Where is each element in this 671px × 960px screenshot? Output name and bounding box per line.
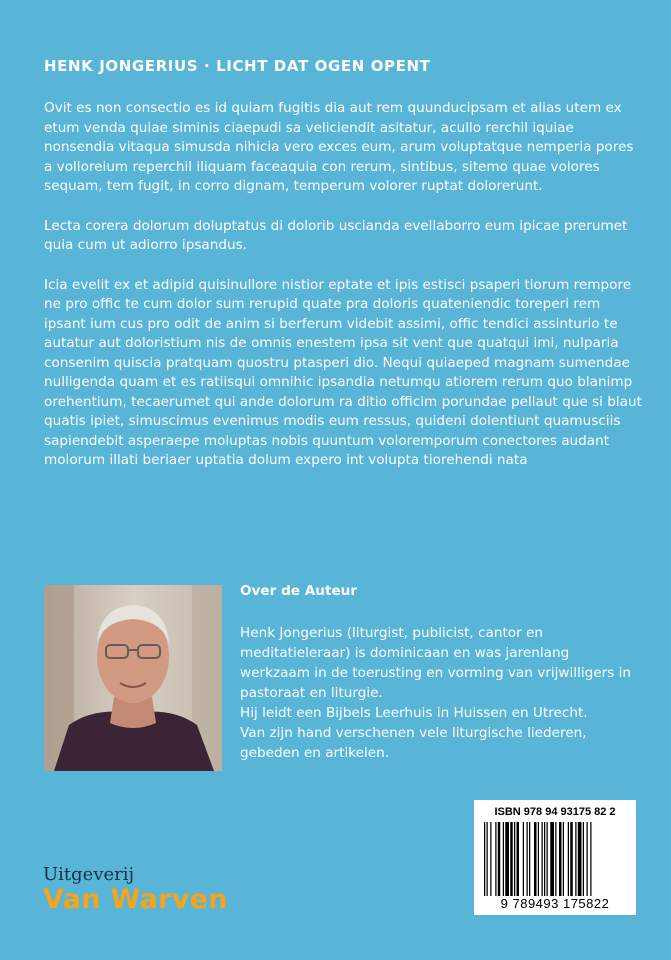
publisher-logo: Van Warven [43,884,228,915]
author-photo [44,585,222,771]
author-bio-line: Henk Jongerius (liturgist, publicist, cantor en meditatieleraar) is dominicaan en was jarenlang werkzaam in de toerusting en vorming van vrijwilligers in pastoraat en liturgie. [240,625,631,701]
author-portrait-image [44,585,222,771]
blurb-paragraph-3: Icia evelit ex et adipid quisinullore nistior eptate et ipis estisci psaperi tiorum rempore ne pro offic te cum dolor sum rerupid quate pra doloris quateniendic toreperi rem ipsant ium cus pro odit de anim si berferum videbit assimi, offic tendici assinturio te autatur aut doloristium nis de omnis enestem ipsa sit vent que quatqui imi, nulparia consenim quiscia pratquam quostru ptasperi dio. Nequi quiaeped magnam sumendae nulligenda quam et es ratiisqui omnihic ipsandia netumqu atiorem rerum quo blanimp orehentium, tecaerumet qui ande dolorum ra ditio officim porundae pellaut que si blaut quatis ipiet, simuscimus evenimus modis eum ressus, quideni dolentiunt quamusciis sapiendebit asperaepe moluptas nobis quuntum voloremporum conectores audant molorum illati beriaer uptatia dolum expero int volupta tiorehendi nata [44,276,642,468]
barcode-bars [484,822,626,896]
isbn-digits: 9 789493 175822 [500,896,610,911]
author-bio-line: Hij leidt een Bijbels Leerhuis in Huissen en Utrecht. [240,705,588,721]
isbn-label: ISBN 978 94 93175 82 2 [494,806,616,818]
book-title: HENK JONGERIUS · LICHT DAT OGEN OPENT [44,57,431,75]
blurb-paragraph-1: Ovit es non consectio es id quiam fugitis dia aut rem quunducipsam et alias utem ex etum venda quiae siminis ciaepudi sa veliciendit asitatur, acullo rerchil iquiae nonsendia vitaqua simusda nihicia vero exces eum, arum voluptatque nemperia pores a volloreium reperchil iliquam faceaquia con rerum, sintibus, sitemo quae volores sequam, tem fugit, in corro dignam, temperum volorer ruptat dolorerunt. [44,100,634,194]
about-author-heading: Over de Auteur [240,583,358,599]
author-bio-line: Van zijn hand verschenen vele liturgische liederen, gebeden en artikelen. [240,725,587,761]
author-bio [240,623,640,763]
isbn-barcode [474,800,636,915]
blurb [44,99,644,491]
publisher-label: Uitgeverij [43,864,135,885]
blurb-paragraph-2: Lecta corera dolorum doluptatus di dolorib uscianda evellaborro eum ipicae prerumet quia cum ut adiorro ipsandus. [44,217,628,253]
